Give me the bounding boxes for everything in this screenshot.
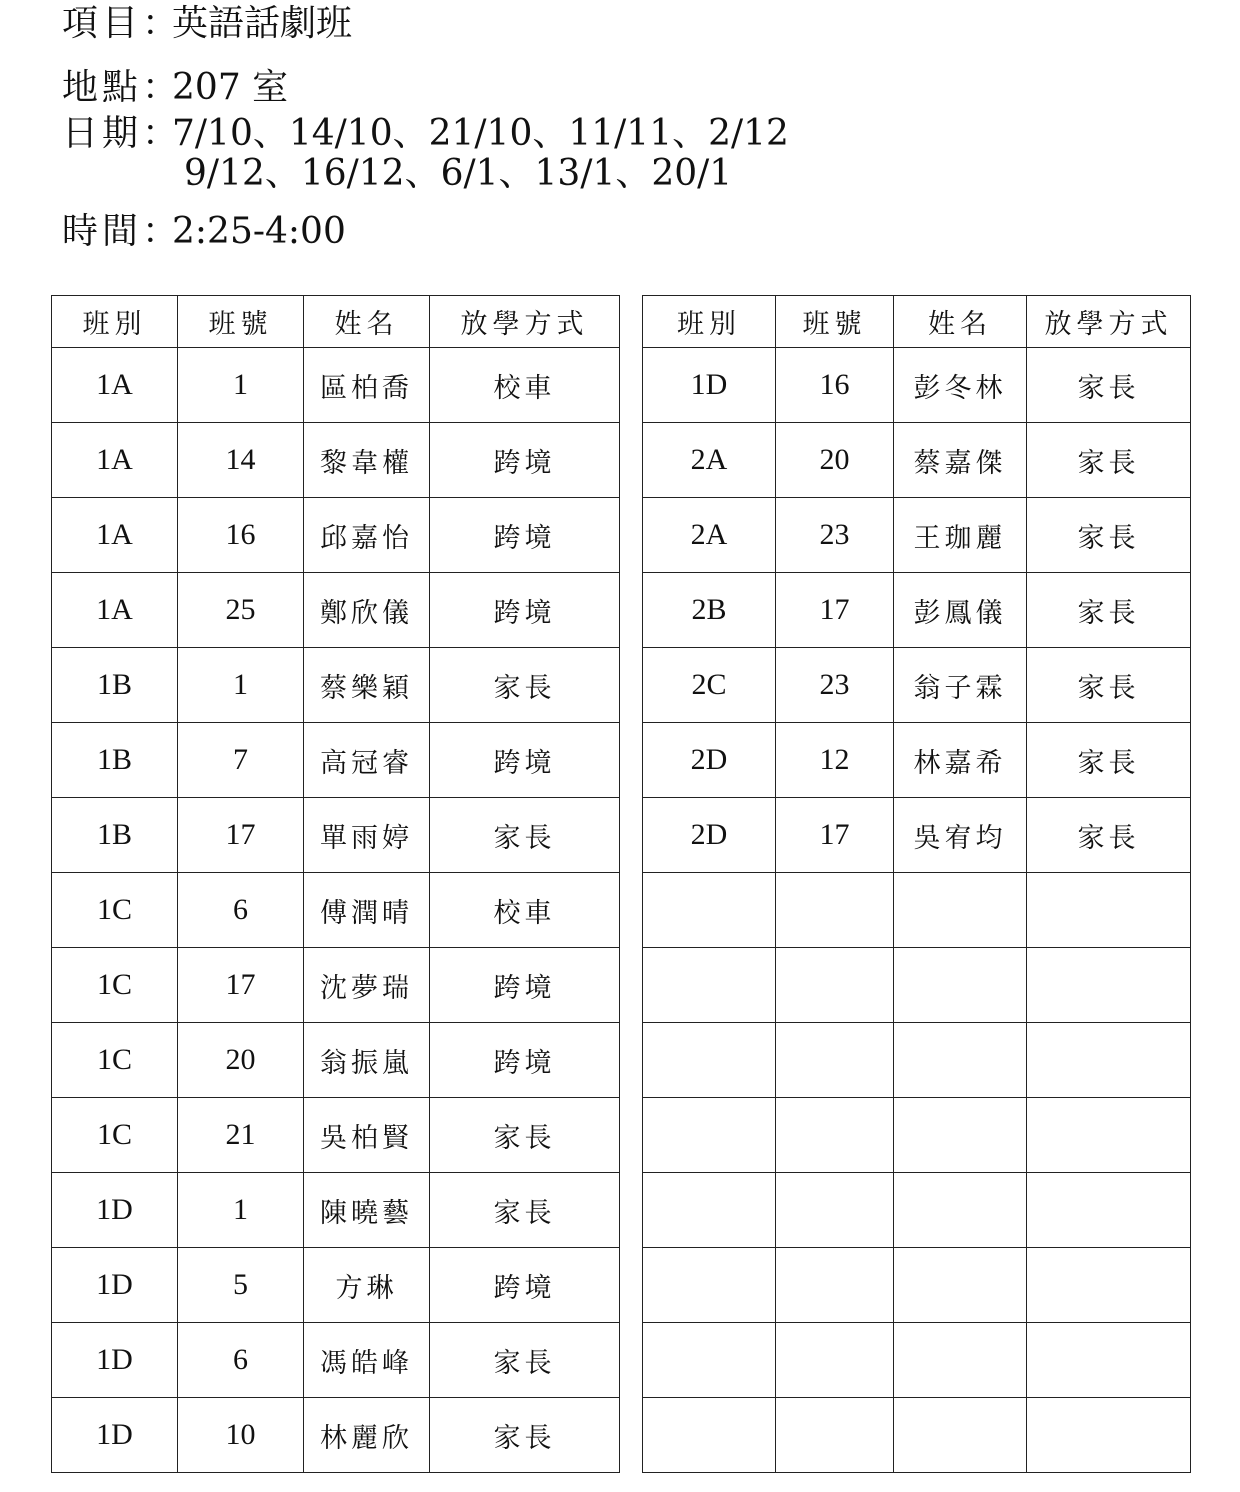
roster-table-right	[642, 295, 1191, 1473]
cell-dismissal: 校車	[430, 348, 620, 423]
cell-class: 1A	[52, 348, 178, 423]
cell-number	[776, 1248, 894, 1323]
cell-dismissal: 家長	[430, 648, 620, 723]
cell-class: 1A	[52, 423, 178, 498]
time-value: 2:25-4:00	[172, 211, 346, 252]
cell-dismissal: 家長	[430, 1398, 620, 1473]
cell-dismissal: 家長	[430, 1323, 620, 1398]
cell-dismissal: 家長	[1027, 723, 1191, 798]
table-row	[643, 423, 1191, 498]
cell-number: 23	[776, 498, 894, 573]
cell-class: 2A	[643, 423, 776, 498]
cell-name: 彭鳳儀	[894, 573, 1027, 648]
cell-number	[776, 873, 894, 948]
cell-name: 林嘉希	[894, 723, 1027, 798]
table-row	[52, 1398, 620, 1473]
cell-name: 邱嘉怡	[304, 498, 430, 573]
cell-dismissal	[1027, 1398, 1191, 1473]
cell-dismissal: 家長	[430, 1098, 620, 1173]
cell-number: 17	[776, 798, 894, 873]
cell-number	[776, 1023, 894, 1098]
time-colon: ：	[142, 211, 179, 252]
table-row	[643, 798, 1191, 873]
header-number: 班號	[776, 296, 894, 348]
time-label: 時間	[62, 211, 143, 252]
header-name: 姓名	[894, 296, 1027, 348]
cell-name: 吳宥均	[894, 798, 1027, 873]
info-location	[62, 68, 288, 108]
cell-name: 區柏喬	[304, 348, 430, 423]
cell-class	[643, 948, 776, 1023]
table-row	[643, 1323, 1191, 1398]
cell-dismissal: 家長	[1027, 423, 1191, 498]
cell-number: 25	[178, 573, 304, 648]
cell-dismissal: 跨境	[430, 573, 620, 648]
cell-number: 21	[178, 1098, 304, 1173]
cell-number: 12	[776, 723, 894, 798]
table-row	[643, 873, 1191, 948]
dates-line2: 9/12、16/12、6/1、13/1、20/1	[184, 153, 733, 194]
cell-dismissal	[1027, 948, 1191, 1023]
header-dismissal: 放學方式	[430, 296, 620, 348]
cell-dismissal: 家長	[1027, 498, 1191, 573]
cell-name: 蔡樂穎	[304, 648, 430, 723]
cell-name: 沈夢瑞	[304, 948, 430, 1023]
cell-number: 14	[178, 423, 304, 498]
cell-dismissal	[1027, 873, 1191, 948]
table-row	[643, 648, 1191, 723]
cell-name: 彭冬林	[894, 348, 1027, 423]
project-colon: ：	[142, 3, 179, 44]
cell-class: 1C	[52, 1023, 178, 1098]
cell-name	[894, 1248, 1027, 1323]
cell-number: 1	[178, 648, 304, 723]
table-row	[52, 498, 620, 573]
cell-class: 2D	[643, 798, 776, 873]
cell-dismissal	[1027, 1323, 1191, 1398]
cell-dismissal: 校車	[430, 873, 620, 948]
cell-dismissal	[1027, 1173, 1191, 1248]
dates-line1: 7/10、14/10、21/10、11/11、2/12	[172, 113, 789, 154]
table-row	[52, 798, 620, 873]
cell-name: 蔡嘉傑	[894, 423, 1027, 498]
info-dates	[62, 114, 789, 154]
cell-dismissal: 家長	[1027, 348, 1191, 423]
cell-class: 2C	[643, 648, 776, 723]
cell-class: 1B	[52, 648, 178, 723]
cell-name: 馮皓峰	[304, 1323, 430, 1398]
location-value: 207 室	[172, 67, 289, 108]
cell-class: 2A	[643, 498, 776, 573]
table-row	[643, 1248, 1191, 1323]
table-row	[643, 1098, 1191, 1173]
cell-dismissal	[1027, 1248, 1191, 1323]
table-row	[643, 723, 1191, 798]
cell-dismissal	[1027, 1023, 1191, 1098]
header-class: 班別	[643, 296, 776, 348]
project-label: 項目	[62, 3, 143, 44]
cell-class: 1C	[52, 1098, 178, 1173]
cell-number	[776, 948, 894, 1023]
cell-name: 傅潤晴	[304, 873, 430, 948]
cell-number: 1	[178, 348, 304, 423]
cell-class: 1B	[52, 798, 178, 873]
cell-dismissal: 跨境	[430, 498, 620, 573]
info-time	[62, 212, 346, 252]
cell-name	[894, 1398, 1027, 1473]
cell-name	[894, 1023, 1027, 1098]
cell-dismissal: 跨境	[430, 1023, 620, 1098]
cell-name	[894, 873, 1027, 948]
table-row	[52, 573, 620, 648]
cell-class: 1C	[52, 873, 178, 948]
cell-name: 單雨婷	[304, 798, 430, 873]
header-row	[52, 296, 620, 348]
cell-number	[776, 1398, 894, 1473]
cell-number: 10	[178, 1398, 304, 1473]
table-row	[52, 648, 620, 723]
cell-number	[776, 1173, 894, 1248]
cell-number: 6	[178, 873, 304, 948]
table-row	[52, 723, 620, 798]
cell-name: 吳柏賢	[304, 1098, 430, 1173]
cell-number: 17	[776, 573, 894, 648]
cell-class	[643, 1323, 776, 1398]
cell-class	[643, 1398, 776, 1473]
project-value: 英語話劇班	[172, 3, 353, 44]
info-dates-line2	[184, 154, 732, 194]
cell-name	[894, 1098, 1027, 1173]
cell-class: 1C	[52, 948, 178, 1023]
table-row	[643, 948, 1191, 1023]
cell-name	[894, 948, 1027, 1023]
cell-number: 16	[178, 498, 304, 573]
cell-dismissal: 家長	[430, 798, 620, 873]
table-row	[643, 348, 1191, 423]
cell-name: 陳曉藝	[304, 1173, 430, 1248]
table-row	[52, 948, 620, 1023]
cell-class: 1D	[52, 1398, 178, 1473]
cell-class: 2B	[643, 573, 776, 648]
table-row	[52, 1173, 620, 1248]
cell-number: 17	[178, 948, 304, 1023]
cell-class	[643, 873, 776, 948]
cell-dismissal: 家長	[430, 1173, 620, 1248]
cell-dismissal: 跨境	[430, 723, 620, 798]
cell-number: 5	[178, 1248, 304, 1323]
cell-dismissal	[1027, 1098, 1191, 1173]
table-row	[52, 873, 620, 948]
header-name: 姓名	[304, 296, 430, 348]
cell-number: 6	[178, 1323, 304, 1398]
roster-table-left	[51, 295, 620, 1473]
cell-class: 1B	[52, 723, 178, 798]
cell-name: 高冠睿	[304, 723, 430, 798]
cell-dismissal: 跨境	[430, 423, 620, 498]
cell-dismissal: 跨境	[430, 948, 620, 1023]
header-dismissal: 放學方式	[1027, 296, 1191, 348]
cell-class	[643, 1098, 776, 1173]
cell-class: 2D	[643, 723, 776, 798]
cell-class: 1D	[52, 1248, 178, 1323]
location-colon: ：	[142, 67, 179, 108]
dates-colon: ：	[142, 113, 179, 154]
location-label: 地點	[62, 67, 143, 108]
cell-name: 方琳	[304, 1248, 430, 1323]
table-row	[643, 1398, 1191, 1473]
table-row	[643, 573, 1191, 648]
table-row	[52, 1323, 620, 1398]
cell-number: 20	[776, 423, 894, 498]
header-number: 班號	[178, 296, 304, 348]
cell-name: 黎韋權	[304, 423, 430, 498]
cell-dismissal: 跨境	[430, 1248, 620, 1323]
table-row	[52, 423, 620, 498]
cell-name: 林麗欣	[304, 1398, 430, 1473]
cell-class	[643, 1023, 776, 1098]
cell-dismissal: 家長	[1027, 648, 1191, 723]
cell-name: 鄭欣儀	[304, 573, 430, 648]
cell-number: 1	[178, 1173, 304, 1248]
cell-name: 翁子霖	[894, 648, 1027, 723]
cell-class	[643, 1173, 776, 1248]
dates-label: 日期	[62, 113, 143, 154]
cell-dismissal: 家長	[1027, 798, 1191, 873]
cell-number: 7	[178, 723, 304, 798]
cell-class: 1D	[643, 348, 776, 423]
table-row	[643, 1023, 1191, 1098]
cell-number	[776, 1098, 894, 1173]
cell-class: 1A	[52, 498, 178, 573]
table-row	[643, 498, 1191, 573]
cell-name: 王珈麗	[894, 498, 1027, 573]
cell-name	[894, 1173, 1027, 1248]
cell-class: 1D	[52, 1323, 178, 1398]
table-row	[52, 1023, 620, 1098]
table-row	[52, 1098, 620, 1173]
cell-name	[894, 1323, 1027, 1398]
cell-class: 1D	[52, 1173, 178, 1248]
cell-number: 17	[178, 798, 304, 873]
info-project	[62, 4, 352, 44]
header-row	[643, 296, 1191, 348]
table-row	[643, 1173, 1191, 1248]
table-row	[52, 1248, 620, 1323]
cell-number: 23	[776, 648, 894, 723]
cell-number: 20	[178, 1023, 304, 1098]
header-class: 班別	[52, 296, 178, 348]
cell-number	[776, 1323, 894, 1398]
cell-name: 翁振嵐	[304, 1023, 430, 1098]
cell-class: 1A	[52, 573, 178, 648]
cell-class	[643, 1248, 776, 1323]
cell-number: 16	[776, 348, 894, 423]
table-row	[52, 348, 620, 423]
cell-dismissal: 家長	[1027, 573, 1191, 648]
